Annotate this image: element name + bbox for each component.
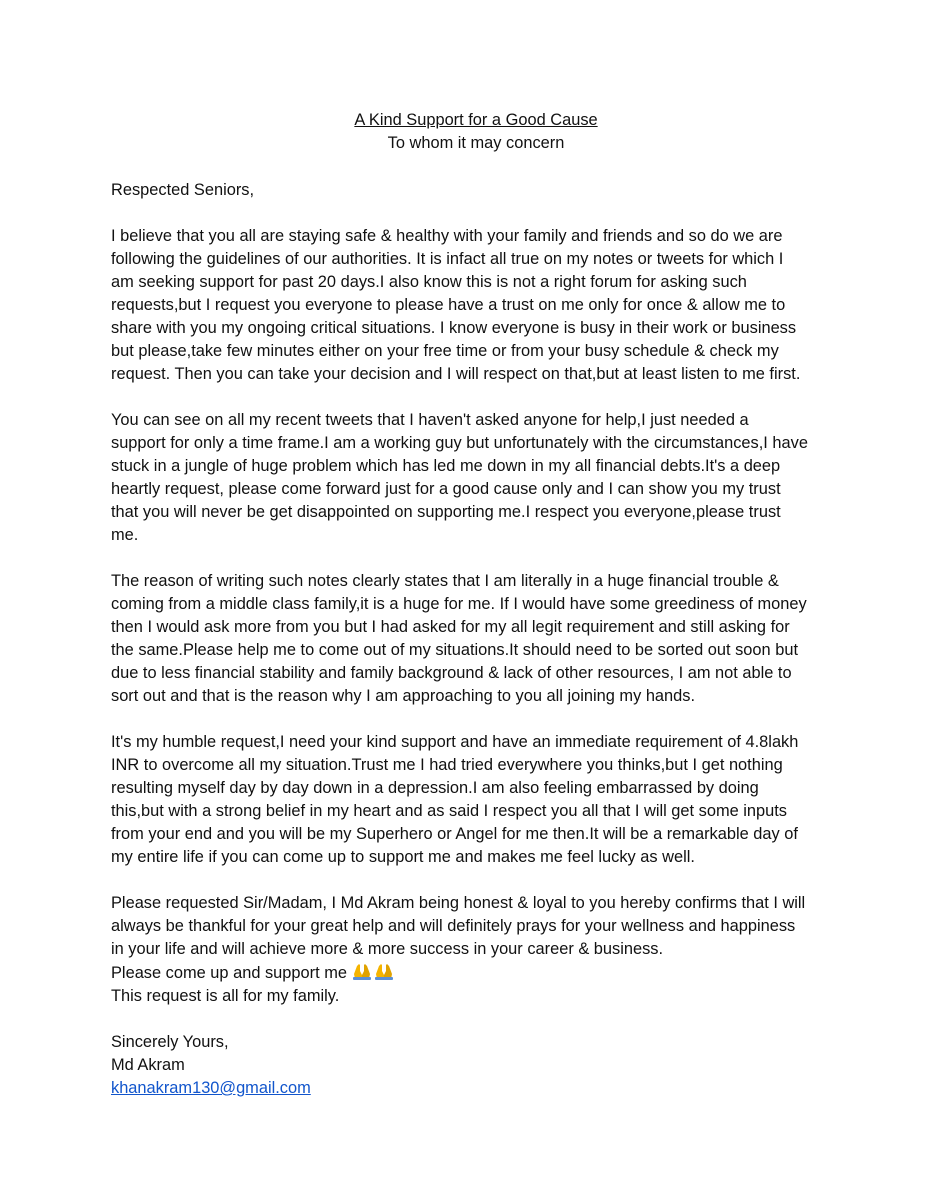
paragraph-5	[111, 892, 841, 1008]
paragraph-2	[111, 409, 841, 547]
paragraph-line: my entire life if you can come up to support me and makes me feel lucky as well.	[111, 848, 695, 866]
paragraph-line: Please requested Sir/Madam, I Md Akram being honest & loyal to you hereby confirms that I will	[111, 894, 806, 912]
paragraph-line: It's my humble request,I need your kind support and have an immediate requirement of 4.8lakh	[111, 733, 799, 751]
closing-phrase: Sincerely Yours,	[111, 1033, 229, 1051]
title-block	[111, 109, 841, 155]
paragraph-line: always be thankful for your great help and will definitely prays for your wellness and happiness	[111, 917, 796, 935]
paragraph-line: requests,but I request you everyone to please have a trust on me only for once & allow me to	[111, 296, 786, 314]
paragraph-line: following the guidelines of our authorities. It is infact all true on my notes or tweets for which I	[111, 250, 784, 268]
paragraph-line: The reason of writing such notes clearly states that I am literally in a huge financial trouble &	[111, 572, 779, 590]
paragraph-line: in your life and will achieve more & more success in your career & business.	[111, 940, 664, 958]
paragraph-line: but please,take few minutes either on your free time or from your busy schedule & check my	[111, 342, 779, 360]
paragraph-line: this,but with a strong belief in my heart and as said I respect you all that I will get some inputs	[111, 802, 788, 820]
letter-title: A Kind Support for a Good Cause	[354, 111, 598, 129]
support-line-text: Please come up and support me	[111, 964, 347, 982]
paragraph-4	[111, 731, 841, 869]
praying-hands-icon	[351, 961, 373, 981]
letter-subtitle: To whom it may concern	[387, 134, 565, 152]
paragraph-line: You can see on all my recent tweets that I haven't asked anyone for help,I just needed a	[111, 411, 749, 429]
paragraph-line: then I would ask more from you but I had asked for my all legit requirement and still asking for	[111, 618, 790, 636]
paragraph-line: resulting myself day by day down in a depression.I am also feeling embarrassed by doing	[111, 779, 759, 797]
paragraph-line: share with you my ongoing critical situations. I know everyone is busy in their work or business	[111, 319, 797, 337]
paragraph-line: request. Then you can take your decision and I will respect on that,but at least listen to me first.	[111, 365, 801, 383]
email-link[interactable]: khanakram130@gmail.com	[111, 1079, 311, 1097]
letter-page	[111, 109, 841, 1100]
support-line	[111, 961, 841, 985]
paragraph-line: stuck in a jungle of huge problem which has led me down in my all financial debts.It's a deep	[111, 457, 781, 475]
paragraph-line: am seeking support for past 20 days.I also know this is not a right forum for asking such	[111, 273, 747, 291]
paragraph-line: I believe that you all are staying safe & healthy with your family and friends and so do we are	[111, 227, 783, 245]
paragraph-line: that you will never be get disappointed on supporting me.I respect you everyone,please trust	[111, 503, 781, 521]
paragraph-line: coming from a middle class family,it is a huge for me. If I would have some greediness of money	[111, 595, 807, 613]
paragraph-line: heartly request, please come forward just for a good cause only and I can show you my trust	[111, 480, 781, 498]
praying-hands-icon	[373, 961, 395, 981]
signature-block	[111, 1031, 841, 1100]
paragraph-line: the same.Please help me to come out of my situations.It should need to be sorted out soon but	[111, 641, 798, 659]
paragraph-line: from your end and you will be my Superhero or Angel for me then.It will be a remarkable day of	[111, 825, 798, 843]
paragraph-3	[111, 570, 841, 708]
salutation: Respected Seniors,	[111, 181, 255, 199]
paragraph-1	[111, 225, 841, 386]
paragraph-line: due to less financial stability and family background & lack of other resources, I am not able to	[111, 664, 792, 682]
paragraph-line: me.	[111, 526, 139, 544]
paragraph-line: INR to overcome all my situation.Trust me I had tried everywhere you thinks,but I get nothing	[111, 756, 783, 774]
paragraph-line: support for only a time frame.I am a working guy but unfortunately with the circumstances,I have	[111, 434, 808, 452]
signer-name: Md Akram	[111, 1056, 185, 1074]
family-line: This request is all for my family.	[111, 987, 340, 1005]
paragraph-line: sort out and that is the reason why I am approaching to you all joining my hands.	[111, 687, 696, 705]
